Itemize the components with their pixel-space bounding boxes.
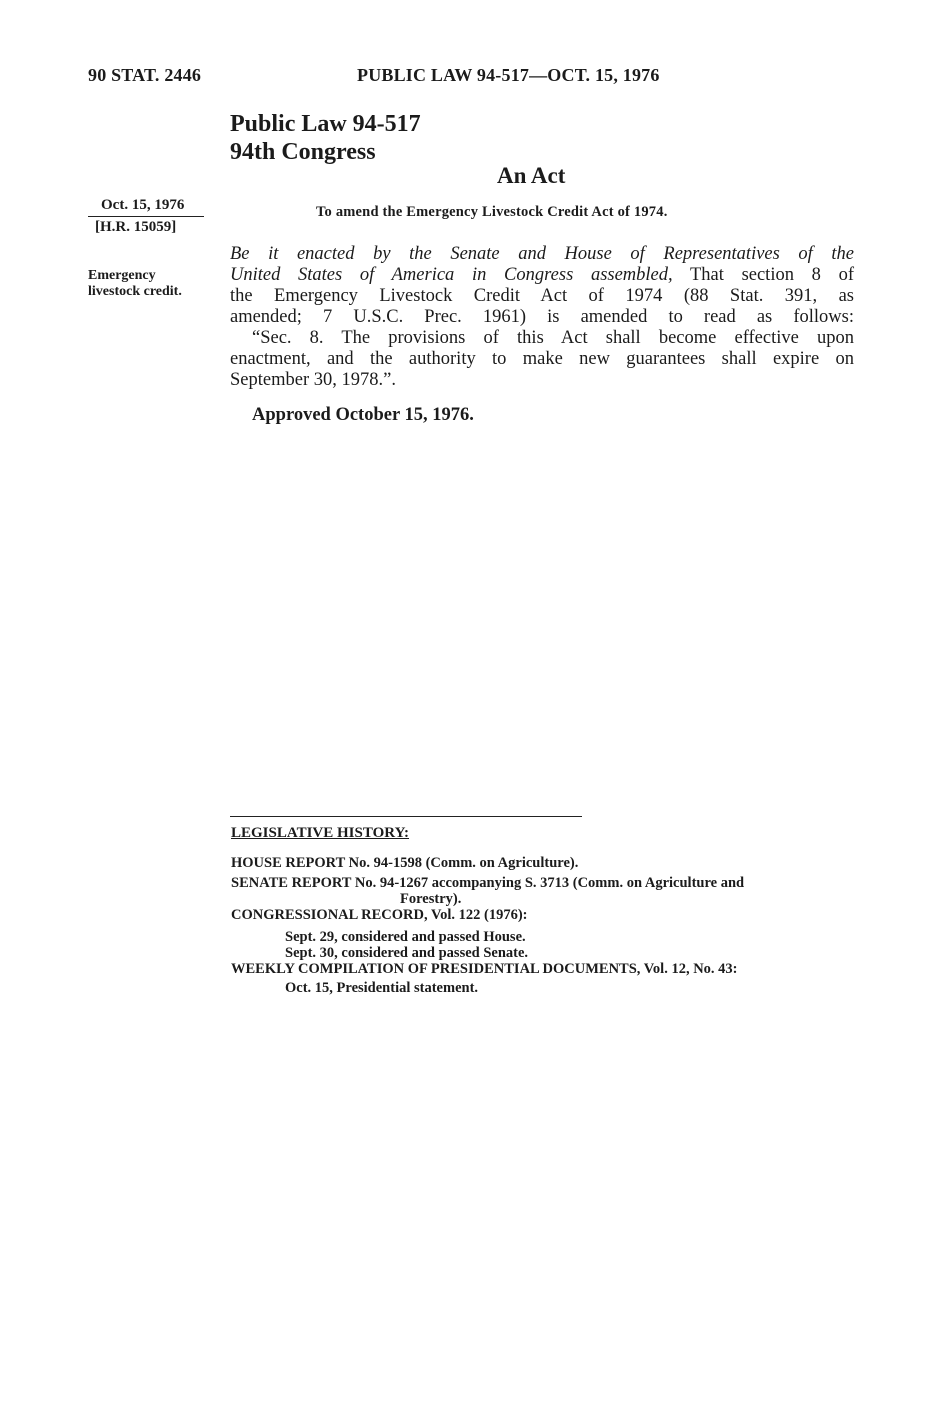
history-rule <box>230 816 582 817</box>
history-congressional-record: CONGRESSIONAL RECORD, Vol. 122 (1976): <box>231 907 528 923</box>
legislative-history-heading: LEGISLATIVE HISTORY: <box>231 825 410 841</box>
body-line-4: amended; 7 U.S.C. Prec. 1961) is amended to read as follows: <box>230 307 854 327</box>
act-purpose: To amend the Emergency Livestock Credit Act of 1974. <box>316 204 668 220</box>
history-presidential-statement: Oct. 15, Presidential statement. <box>285 980 479 996</box>
history-senate-report: SENATE REPORT No. 94-1267 accompanying S. 3713 (Comm. on Agriculture and <box>231 875 745 891</box>
history-senate-action: Sept. 30, considered and passed Senate. <box>285 945 529 961</box>
section-8-line-2: enactment, and the authority to make new guarantees shall expire on <box>230 349 854 369</box>
section-8-line-1: “Sec. 8. The provisions of this Act shall become effective upon <box>252 328 854 348</box>
enacting-clause-line-2 <box>230 265 854 286</box>
margin-bill-number: [H.R. 15059] <box>95 219 177 235</box>
margin-date: Oct. 15, 1976 <box>101 197 185 213</box>
margin-rule <box>88 216 204 217</box>
page-number: 90 STAT. 2446 <box>88 65 202 85</box>
act-heading: An Act <box>497 163 566 188</box>
enacting-clause-line-1: Be it enacted by the Senate and House of Representatives of the <box>230 244 854 264</box>
history-weekly-compilation: WEEKLY COMPILATION OF PRESIDENTIAL DOCUMENTS, Vol. 12, No. 43: <box>231 961 738 977</box>
approval-date: Approved October 15, 1976. <box>252 405 474 425</box>
enacting-clause-italic: United States of America in Congress assembled, <box>230 265 673 285</box>
section-8-line-3: September 30, 1978.”. <box>230 370 396 390</box>
history-senate-report-cont: Forestry). <box>400 891 462 907</box>
body-line-3: the Emergency Livestock Credit Act of 1974 (88 Stat. 391, as <box>230 286 854 306</box>
enacting-clause-rest: That section 8 of <box>672 265 854 285</box>
running-head: PUBLIC LAW 94-517—OCT. 15, 1976 <box>357 65 660 85</box>
margin-subject-line-1: Emergency <box>88 268 156 283</box>
history-house-action: Sept. 29, considered and passed House. <box>285 929 526 945</box>
law-number-title: Public Law 94-517 <box>230 111 421 137</box>
congress-title: 94th Congress <box>230 139 376 165</box>
history-house-report: HOUSE REPORT No. 94-1598 (Comm. on Agriculture). <box>231 855 579 871</box>
margin-subject-line-2: livestock credit. <box>88 284 182 299</box>
